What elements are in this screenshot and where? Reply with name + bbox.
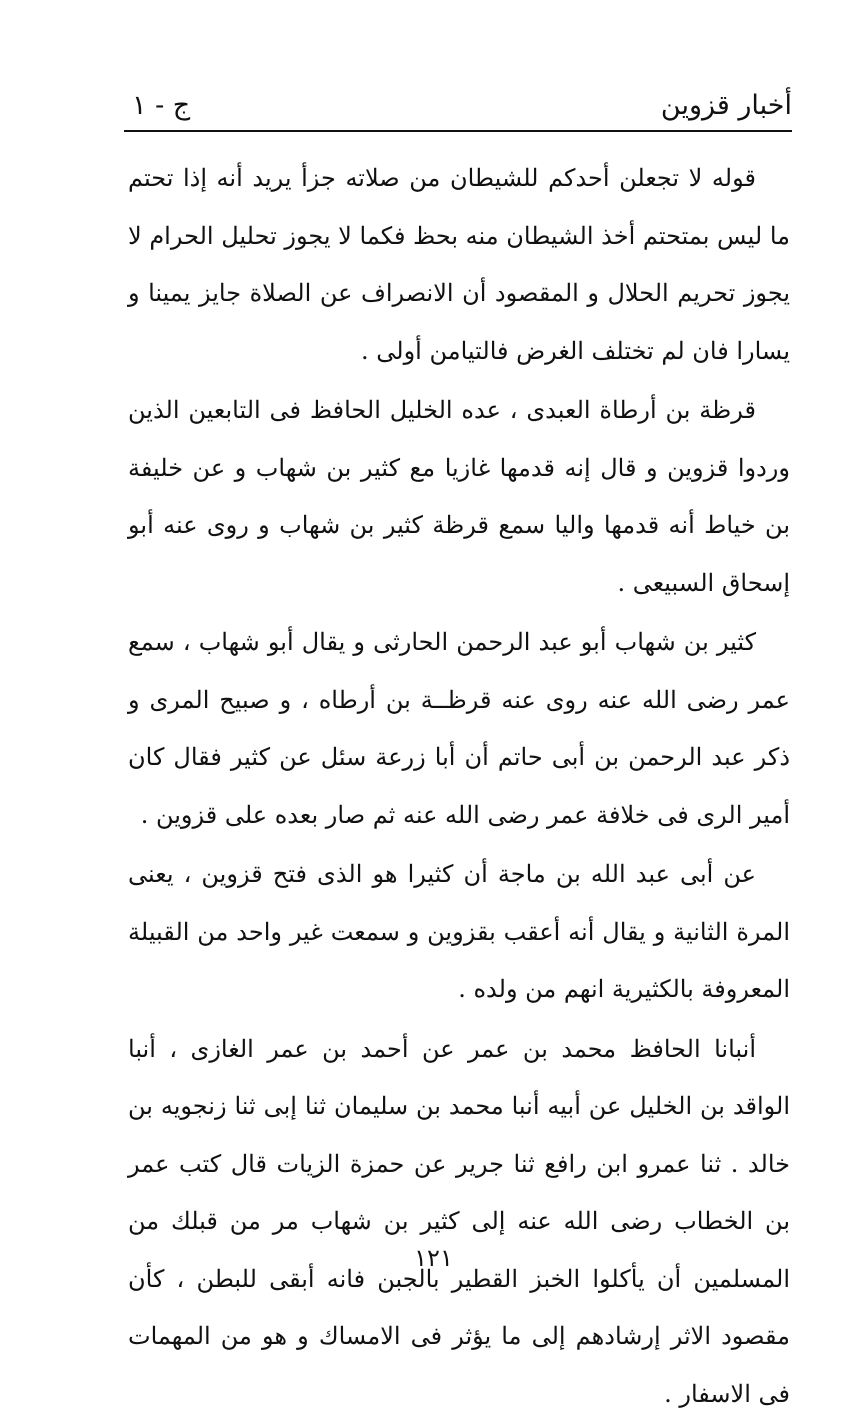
- running-header: [124, 86, 792, 130]
- paragraph: كثير بن شهاب أبو عبد الرحمن الحارثى و يقال أبو شهاب ، سمع عمر رضى الله عنه روى عنه قرظــة بن أرطاه ، و صبيح المرى و ذكر عبد الرحمن بن أبى حاتم أن أبا زرعة سئل عن كثير فقال كان أمير الرى فى خلافة عمر رضى الله عنه ثم صار بعده على قزوين .: [128, 614, 790, 844]
- paragraph: أنبانا الحافظ محمد بن عمر عن أحمد بن عمر الغازى ، أنبا الواقد بن الخليل عن أبيه أنبا محمد بن سليمان ثنا إبى ثنا زنجويه بن خالد . ثنا عمرو ابن رافع ثنا جرير عن حمزة الزيات قال كتب عمر بن الخطاب رضى الله عنه إلى كثير بن شهاب مر من قبلك من المسلمين أن يأكلوا الخبز القطير بالجبن فانه أبقى للبطن ، كأن مقصود الاثر إرشادهم إلى ما يؤثر فى الامساك و هو من المهمات فى الاسفار .: [128, 1021, 790, 1423]
- page-number: ١٢١: [0, 1244, 867, 1272]
- paragraph: عن أبى عبد الله بن ماجة أن كثيرا هو الذى فتح قزوين ، يعنى المرة الثانية و يقال أنه أعقب بقزوين و سمعت غير واحد من القبيلة المعروفة بالكثيرية انهم من ولده .: [128, 846, 790, 1019]
- paragraph: قرظة بن أرطاة العبدى ، عده الخليل الحافظ فى التابعين الذين وردوا قزوين و قال إنه قدمها غازيا مع كثير بن شهاب و عن خليفة بن خياط أنه قدمها واليا سمع قرظة كثير بن شهاب و روى عنه أبو إسحاق السبيعى .: [128, 382, 790, 612]
- volume-label: ج - ١: [132, 88, 190, 124]
- paragraph: قوله لا تجعلن أحدكم للشيطان من صلاته جزأ يريد أنه إذا تحتم ما ليس بمتحتم أخذ الشيطان منه بحظ فكما لا يجوز تحليل الحرام لا يجوز تحريم الحلال و المقصود أن الانصراف عن الصلاة جايز يمينا و يسارا فان لم تختلف الغرض فالتيامن أولى .: [128, 150, 790, 380]
- body-text: [128, 150, 790, 1423]
- running-title: أخبار قزوين: [661, 88, 792, 124]
- header-rule: [124, 130, 792, 132]
